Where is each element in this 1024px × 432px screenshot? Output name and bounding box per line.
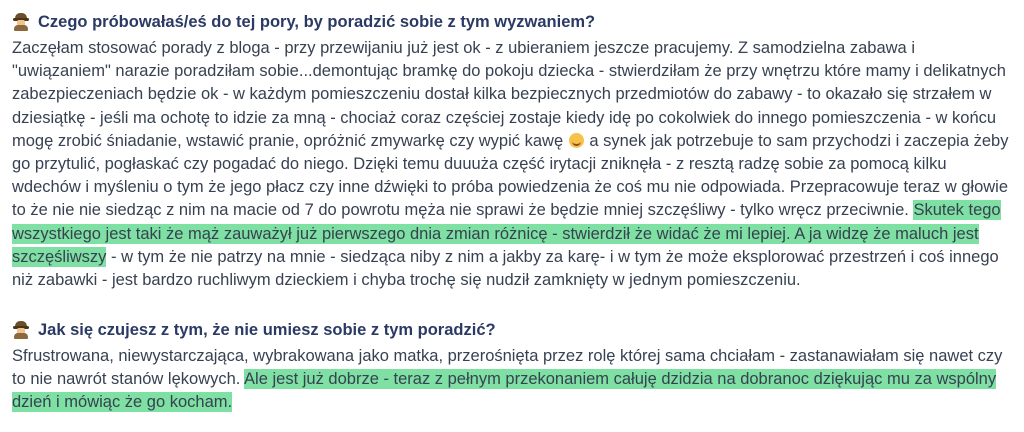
smiling-face-emoji-icon xyxy=(569,133,584,148)
detective-emoji-icon xyxy=(12,321,30,339)
question-heading-1 xyxy=(12,10,1012,34)
answer-text-1c: - w tym że nie patrzy na mnie - siedząca niby z nim a jakby za karę- i w tym że może eksplorować przestrzeń i coś innego niż zabawki - jest bardzo ruchliwym dzieckiem i chyba trochę się nudził zamknięty w jednym pomieszczeniu. xyxy=(12,247,999,290)
highlighted-text-2: Ale jest już dobrze - teraz z pełnym przekonaniem całuję dzidzia na dobranoc dziękując mu za wspólny dzień i mówiąc że go kocham. xyxy=(12,370,997,412)
answer-text-1a: Zaczęłam stosować porady z bloga - przy przewijaniu już jest ok - z ubieraniem jeszcze pracujemy. Z samodzielna zabawa i "uwiązaniem" narazie poradziłam sobie...demontując bramkę do pokoju dziecka - stwierdziłam że przy wnętrzu które mamy i delikatnych zabezpieczeniach będzie ok - w każdym pomieszczeniu dostał kilka bezpiecznych przedmiotów do zabawy - to okazało się strzałem w dziesiątkę - jeśli ma ochotę to idzie za mną - chociaż coraz częściej zostaje kiedy idę po cokolwiek do innego pomieszczenia - w końcu mogę zrobić śniadanie, wstawić pranie, opróżnić zmywarkę czy wypić kawę xyxy=(12,39,1006,150)
answer-text-2a: Sfrustrowana, niewystarczająca, wybrakowana jako matka, przerośnięta przez rolę której sama chciałam - zastanawiałam się nawet czy to nie nawrót stanów lękowych. xyxy=(12,347,1003,389)
answer-paragraph-1 xyxy=(12,37,1012,292)
question-heading-2 xyxy=(12,318,1012,342)
answer-paragraph-2 xyxy=(12,345,1012,415)
question-text-1: Czego próbowałaś/eś do tej pory, by poradzić sobie z tym wyzwaniem? xyxy=(38,13,596,31)
question-text-2: Jak się czujesz z tym, że nie umiesz sobie z tym poradzić? xyxy=(38,321,496,339)
highlighted-text-1: Skutek tego wszystkiego jest taki że mąż zauważył już pierwszego dnia zmian różnicę - stwierdził że widać że mi lepiej. A ja widzę że maluch jest szczęśliwszy xyxy=(12,201,1001,266)
answer-text-1b: a synek jak potrzebuje to sam przychodzi i zaczepia żeby go przytulić, pogłaskać czy pogadać do niego. Dzięki temu duuuża część irytacji zniknęła - z resztą radzę sobie za pomocą kilku wdechów i myśleniu o tym że jego płacz czy inne dźwięki to próba powiedzenia że coś mu nie odpowiada. Przepracowuje teraz w głowie to że nie nie siedząc z nim na macie od 7 do powrotu męża nie sprawi że będzie mniej szczęśliwy - tylko wręcz przeciwnie. xyxy=(12,131,1009,220)
question-block-1 xyxy=(12,10,1012,292)
question-block-2 xyxy=(12,318,1012,415)
detective-emoji-icon xyxy=(12,13,30,31)
